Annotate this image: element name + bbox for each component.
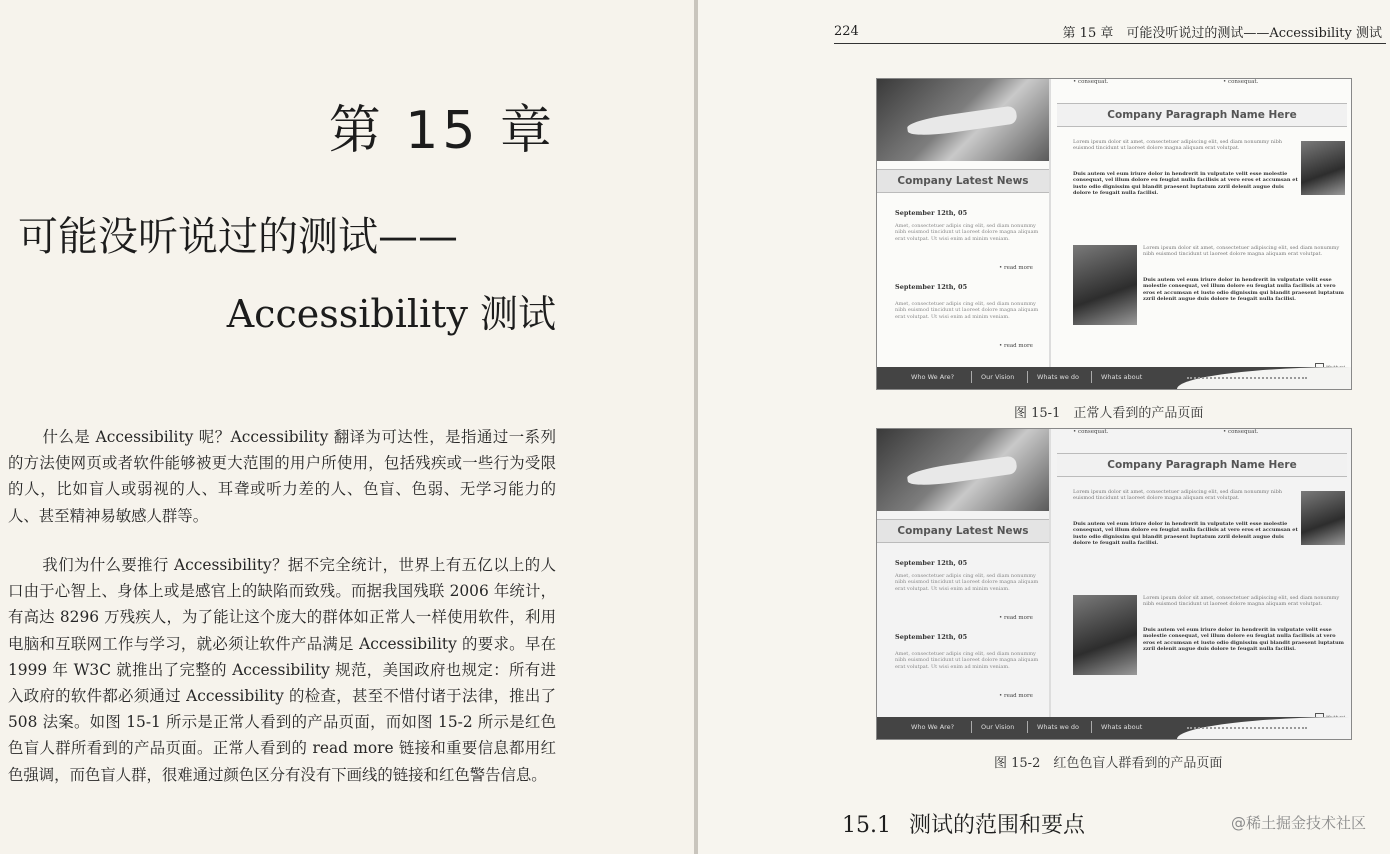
nav-separator	[1091, 371, 1092, 383]
paragraph-text: Lorem ipsum dolor sit amet, consectetuer adipiscing elit, sed diam nonummy nibh euismod tincidunt ut laoreet dolore magna aliquam erat volutpat.	[1143, 595, 1340, 608]
plane-shape	[906, 455, 1017, 488]
running-title: 第 15 章 可能没听说过的测试——Accessibility 测试	[1062, 26, 1382, 41]
chapter-title: 可能没听说过的测试——	[18, 214, 458, 260]
paragraph-text	[1073, 521, 1303, 547]
emphasis-text: Duis autem vel eum iriure dolor in hendrerit in vulputate velit esse molestie consequat, vel illum dolore eu feugiat nulla facilisis at vero eros et accumsan et iusto odio dignissim qui blandit praesent luptatum zzril delenit augue duis dolore te feugait nulla facilisi.	[1073, 171, 1298, 197]
chapter-number: 第 15 章	[328, 101, 556, 161]
people-photo	[1301, 141, 1345, 195]
chapter-subtitle: Accessibility 测试	[226, 292, 556, 336]
people-photo	[1301, 491, 1345, 545]
column-divider	[1049, 79, 1051, 369]
read-more-link[interactable]: • read more	[999, 693, 1033, 699]
running-header	[834, 20, 1386, 44]
nav-separator	[971, 371, 972, 383]
column-divider	[1049, 429, 1051, 719]
nav-item[interactable]: Who We Are?	[911, 723, 955, 731]
nav-item[interactable]: Our Vision	[981, 723, 1015, 731]
news-date: September 12th, 05	[895, 209, 968, 217]
nav-separator	[1027, 721, 1028, 733]
news-date: September 12th, 05	[895, 633, 968, 641]
section-number: 15.1	[842, 813, 891, 838]
news-date: September 12th, 05	[895, 559, 968, 567]
figure-15-2	[876, 428, 1352, 740]
nav-item[interactable]: Our Vision	[981, 373, 1015, 381]
news-heading: Company Latest News	[877, 519, 1049, 543]
nav-item[interactable]: Whats we do	[1037, 723, 1080, 731]
hero-image	[877, 429, 1049, 511]
section-title: 测试的范围和要点	[908, 813, 1085, 838]
site-nav-bar	[877, 367, 1352, 389]
paragraph-text	[1073, 171, 1303, 197]
news-text: Amet, consectetuer adipis cing elit, sed diam nonummy nibh euismod tincidunt ut laoreet dolore magna aliquam erat volutpat. Ut wisi enim ad minim veniam.	[895, 301, 1039, 320]
nav-separator	[1027, 371, 1028, 383]
nav-item[interactable]: Whats we do	[1037, 373, 1080, 381]
news-text: Amet, consectetuer adipis cing elit, sed diam nonummy nibh euismod tincidunt ut laoreet dolore magna aliquam erat volutpat. Ut wisi enim ad minim veniam.	[895, 223, 1039, 242]
page-number: 224	[834, 24, 859, 39]
right-page	[698, 0, 1390, 854]
paragraph-text	[1143, 627, 1347, 653]
emphasis-text: Duis autem vel eum iriure dolor in hendrerit in vulputate velit esse molestie consequat, vel illum dolore eu feugiat nulla facilisis at vero eros et accumsan et iusto odio dignissim qui blandit praesent luptatum zzril delenit augue duis dolore te feugait nulla facilisi.	[1073, 521, 1298, 547]
news-text: Amet, consectetuer adipis cing elit, sed diam nonummy nibh euismod tincidunt ut laoreet dolore magna aliquam erat volutpat. Ut wisi enim ad minim veniam.	[895, 573, 1039, 592]
read-more-link[interactable]: • read more	[999, 343, 1033, 349]
tent-photo	[1073, 595, 1137, 675]
paragraph-text: 什么是 Accessibility 呢？Accessibility 翻译为可达性，是指通过一系列的方法使网页或者软件能够被更大范围的用户所使用，包括残疾或一些行为受限的人，比如盲人或弱视的人、耳聋或听力差的人、色盲、色弱、无学习能力的人、甚至精神易敏感人群等。	[8, 428, 556, 525]
body-paragraph	[8, 552, 556, 788]
bullet-text: • consequat.	[1223, 79, 1259, 85]
plane-shape	[906, 105, 1017, 138]
section-heading	[842, 808, 1085, 839]
paragraph-text	[1143, 277, 1347, 303]
nav-item[interactable]: Whats about	[1101, 723, 1143, 731]
nav-separator	[971, 721, 972, 733]
figure-caption: 图 15-2 红色色盲人群看到的产品页面	[994, 756, 1223, 771]
nav-dots	[1187, 377, 1307, 379]
figure-15-1	[876, 78, 1352, 390]
read-more-link[interactable]: • read more	[999, 615, 1033, 621]
bullet-text: • consequat.	[1073, 429, 1109, 435]
site-nav-bar	[877, 717, 1352, 739]
emphasis-text: Duis autem vel eum iriure dolor in hendrerit in vulputate velit esse molestie consequat, vel illum dolore eu feugiat nulla facilisis at vero eros et accumsan et iusto odio dignissim qui blandit praesent luptatum zzril delenit augue duis dolore te feugait nulla facilisi.	[1143, 627, 1344, 653]
emphasis-text: Duis autem vel eum iriure dolor in hendrerit in vulputate velit esse molestie consequat, vel illum dolore eu feugiat nulla facilisis at vero eros et accumsan et iusto odio dignissim qui blandit praesent luptatum zzril delenit augue duis dolore te feugait nulla facilisi.	[1143, 277, 1344, 303]
nav-item[interactable]: Who We Are?	[911, 373, 955, 381]
paragraph-text: Lorem ipsum dolor sit amet, consectetuer adipiscing elit, sed diam nonummy nibh euismod tincidunt ut laoreet dolore magna aliquam erat volutpat.	[1143, 245, 1340, 258]
paragraph-heading: Company Paragraph Name Here	[1057, 103, 1347, 127]
left-page	[0, 0, 694, 854]
bullet-text: • consequat.	[1073, 79, 1109, 85]
read-more-link[interactable]: • read more	[999, 265, 1033, 271]
nav-dots	[1187, 727, 1307, 729]
nav-item[interactable]: Whats about	[1101, 373, 1143, 381]
figure-caption: 图 15-1 正常人看到的产品页面	[1014, 406, 1204, 421]
tent-photo	[1073, 245, 1137, 325]
paragraph-text: Lorem ipsum dolor sit amet, consectetuer adipiscing elit, sed diam nonummy nibh euismod tincidunt ut laoreet dolore magna aliquam erat volutpat.	[1073, 139, 1282, 152]
paragraph-text: 我们为什么要推行 Accessibility？据不完全统计，世界上有五亿以上的人口由于心智上、身体上或是感官上的缺陷而致残。而据我国残联 2006 年统计，有高达 8296 万残疾人，为了能让这个庞大的群体如正常人一样使用软件，利用电脑和互联网工作与学习，就必须让软件产品满足 Accessibility 的要求。早在 1999 年 W3C 就推出了完整的 Accessibility 规范，美国政府也规定：所有进入政府的软件都必须通过 Accessibility 的检查，甚至不惜付诸于法律，推出了 508 法案。如图 15-1 所示是正常人看到的产品页面，而如图 15-2 所示是红色色盲人群所看到的产品页面。正常人看到的 read more 链接和重要信息都用红色强调，而色盲人群，很难通过颜色区分有没有下画线的链接和红色警告信息。	[8, 556, 556, 784]
watermark: @稀土掘金技术社区	[1230, 814, 1366, 832]
hero-image	[877, 79, 1049, 161]
news-heading: Company Latest News	[877, 169, 1049, 193]
news-date: September 12th, 05	[895, 283, 968, 291]
bullet-text: • consequat.	[1223, 429, 1259, 435]
paragraph-text: Lorem ipsum dolor sit amet, consectetuer adipiscing elit, sed diam nonummy nibh euismod tincidunt ut laoreet dolore magna aliquam erat volutpat.	[1073, 489, 1282, 502]
nav-separator	[1091, 721, 1092, 733]
news-text: Amet, consectetuer adipis cing elit, sed diam nonummy nibh euismod tincidunt ut laoreet dolore magna aliquam erat volutpat. Ut wisi enim ad minim veniam.	[895, 651, 1039, 670]
body-paragraph	[8, 424, 556, 529]
paragraph-heading: Company Paragraph Name Here	[1057, 453, 1347, 477]
